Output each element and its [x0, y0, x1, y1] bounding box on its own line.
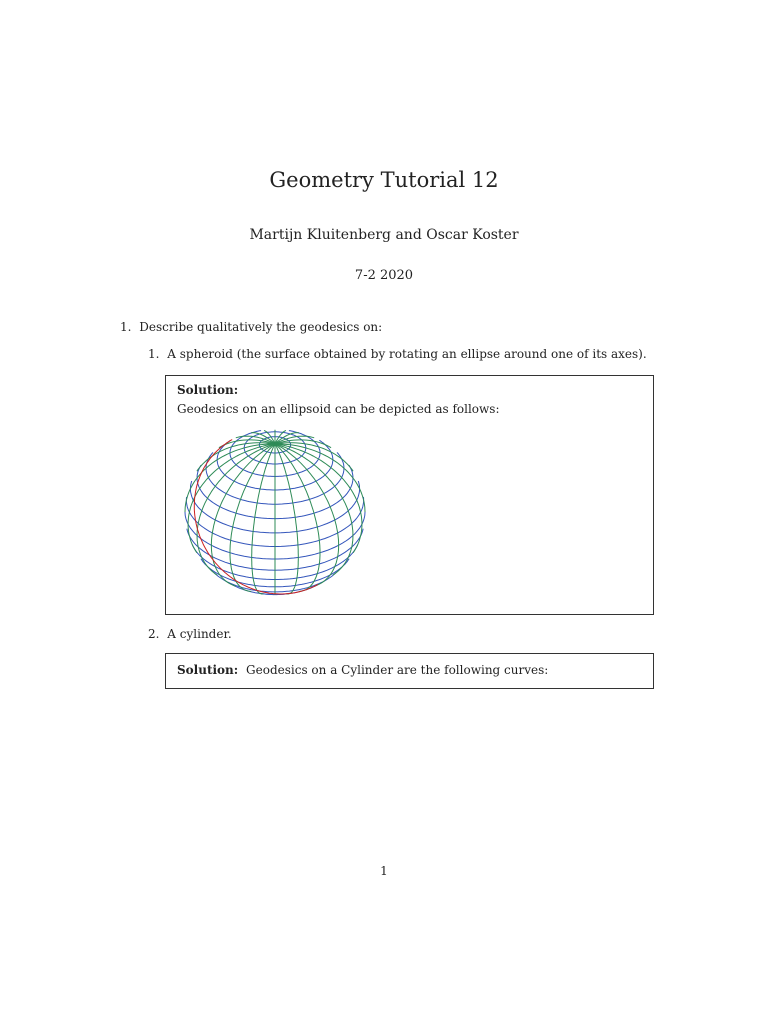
part-1: [148, 347, 647, 361]
part-number: 1.: [148, 347, 160, 361]
solution-text: Geodesics on an ellipsoid can be depicted as follows:: [177, 402, 500, 416]
part-number: 2.: [148, 627, 160, 641]
question-number: 1.: [120, 320, 132, 334]
authors: Martijn Kluitenberg and Oscar Koster: [249, 227, 519, 243]
part-text: A cylinder.: [167, 627, 232, 641]
solution-box-2: [165, 653, 654, 689]
solution-text: Geodesics on a Cylinder are the following curves:: [246, 663, 549, 677]
ellipsoid-geodesics-figure: [180, 426, 370, 598]
page-title: Geometry Tutorial 12: [269, 168, 499, 192]
solution-box-1: [165, 375, 654, 615]
part-2: [148, 627, 232, 641]
part-text: A spheroid (the surface obtained by rotating an ellipse around one of its axes).: [167, 347, 647, 361]
meridian-line: [197, 444, 275, 575]
question-text: Describe qualitatively the geodesics on:: [139, 320, 383, 334]
solution-label: Solution:: [177, 383, 239, 397]
solution-line: [177, 663, 548, 677]
question-1: [120, 320, 382, 334]
page-number: 1: [380, 864, 388, 878]
meridian-line: [275, 444, 353, 575]
date: 7-2 2020: [354, 268, 414, 283]
solution-label: Solution:: [177, 663, 239, 677]
